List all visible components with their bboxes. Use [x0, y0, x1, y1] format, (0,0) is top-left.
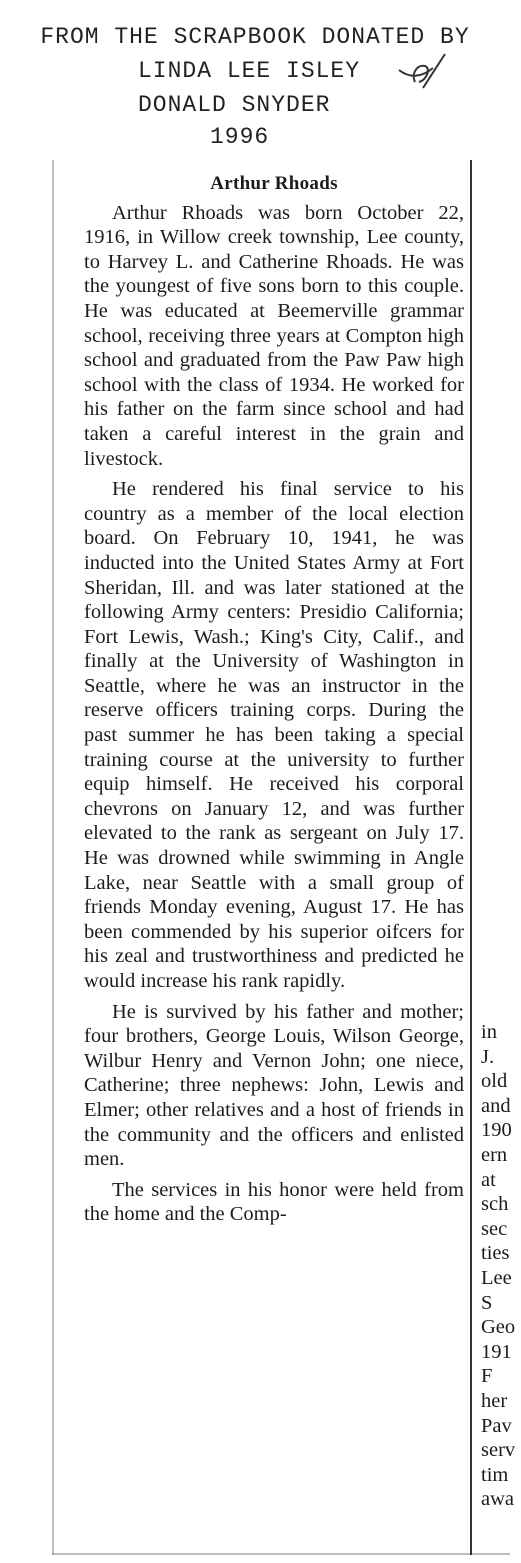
typed-header-line-2: LINDA LEE ISLEY — [138, 58, 361, 84]
fragment-line: serv — [481, 1439, 516, 1462]
fragment-line: her — [481, 1389, 508, 1412]
typed-header-line-3: DONALD SNYDER — [138, 92, 331, 118]
fragment-line: tim — [481, 1463, 509, 1486]
fragment-line: sch — [481, 1193, 509, 1216]
fragment-line: at — [481, 1168, 496, 1191]
fragment-line: F — [481, 1365, 493, 1388]
fragment-line: Pav — [481, 1414, 512, 1437]
clipping-left-edge — [52, 160, 54, 1555]
fragment-line: and — [481, 1094, 511, 1117]
typed-header-line-1: FROM THE SCRAPBOOK DONATED BY — [40, 24, 470, 50]
fragment-line: Geo — [481, 1316, 516, 1339]
article-paragraph-2: He rendered his final service to his country as a member of the local election board. On February 10, 1941, he was inducted into the United States Army at Fort Sheridan, Ill. and was later stationed at the following Army centers: Presidio California; Fort Lewis, Wash.; King's City, Calif., and finally at the University of Washington in Seattle, where he was an instructor in the reserve officers training corps. During the past summer he has been taking a special training course at the university to further equip himself. He received his corporal chevrons on January 12, and was further elevated to the rank as sergeant on July 17. He was drowned while swimming in Angle Lake, near Seattle with a small group of friends Monday evening, August 17. He has been commended by his superior oifcers for his zeal and trustworthiness and predicted he would increase his rank rapidly. — [84, 478, 464, 992]
article-paragraph-3: He is survived by his father and mother; four brothers, George Louis, Wilson George, Wilbur Henry and Vernon John; one niece, Catherine; three nephews: John, Lewis and Elmer; other relatives and a host of friends in the community and the officers and enlisted men. — [84, 1000, 464, 1171]
fragment-line: ties — [481, 1242, 510, 1265]
fragment-line: ern — [481, 1143, 508, 1166]
adjacent-column-fragments — [481, 1020, 521, 1512]
fragment-line: 191 — [481, 1340, 512, 1363]
handwritten-signature-mark — [393, 48, 453, 96]
article-paragraph-4: The services in his honor were held from the home and the Comp- — [84, 1178, 464, 1226]
fragment-line: awa — [481, 1488, 515, 1511]
fragment-line: in — [481, 1021, 497, 1043]
fragment-line: old — [481, 1070, 508, 1093]
fragment-line: S — [481, 1291, 493, 1314]
clipping-bottom-edge — [52, 1553, 510, 1555]
article-headline: Arthur Rhoads — [210, 173, 338, 194]
fragment-line: J. — [481, 1045, 495, 1068]
fragment-line: sec — [481, 1217, 508, 1240]
article-paragraph-1: Arthur Rhoads was born October 22, 1916, in Willow creek township, Lee county, to Harvey L. and Catherine Rhoads. He was the youngest of five sons born to this couple. He was educated at Beemerville grammar school, receiving three years at Compton high school and graduated from the Paw Paw high school with the class of 1934. He worked for his father on the farm since school and had taken a careful interest in the grain and livestock. — [84, 201, 464, 470]
fragment-line: Lee — [481, 1266, 512, 1289]
obituary-article — [84, 172, 464, 1233]
typed-header-line-4: 1996 — [210, 124, 270, 150]
column-rule — [470, 160, 472, 1555]
fragment-line: 190 — [481, 1119, 512, 1142]
